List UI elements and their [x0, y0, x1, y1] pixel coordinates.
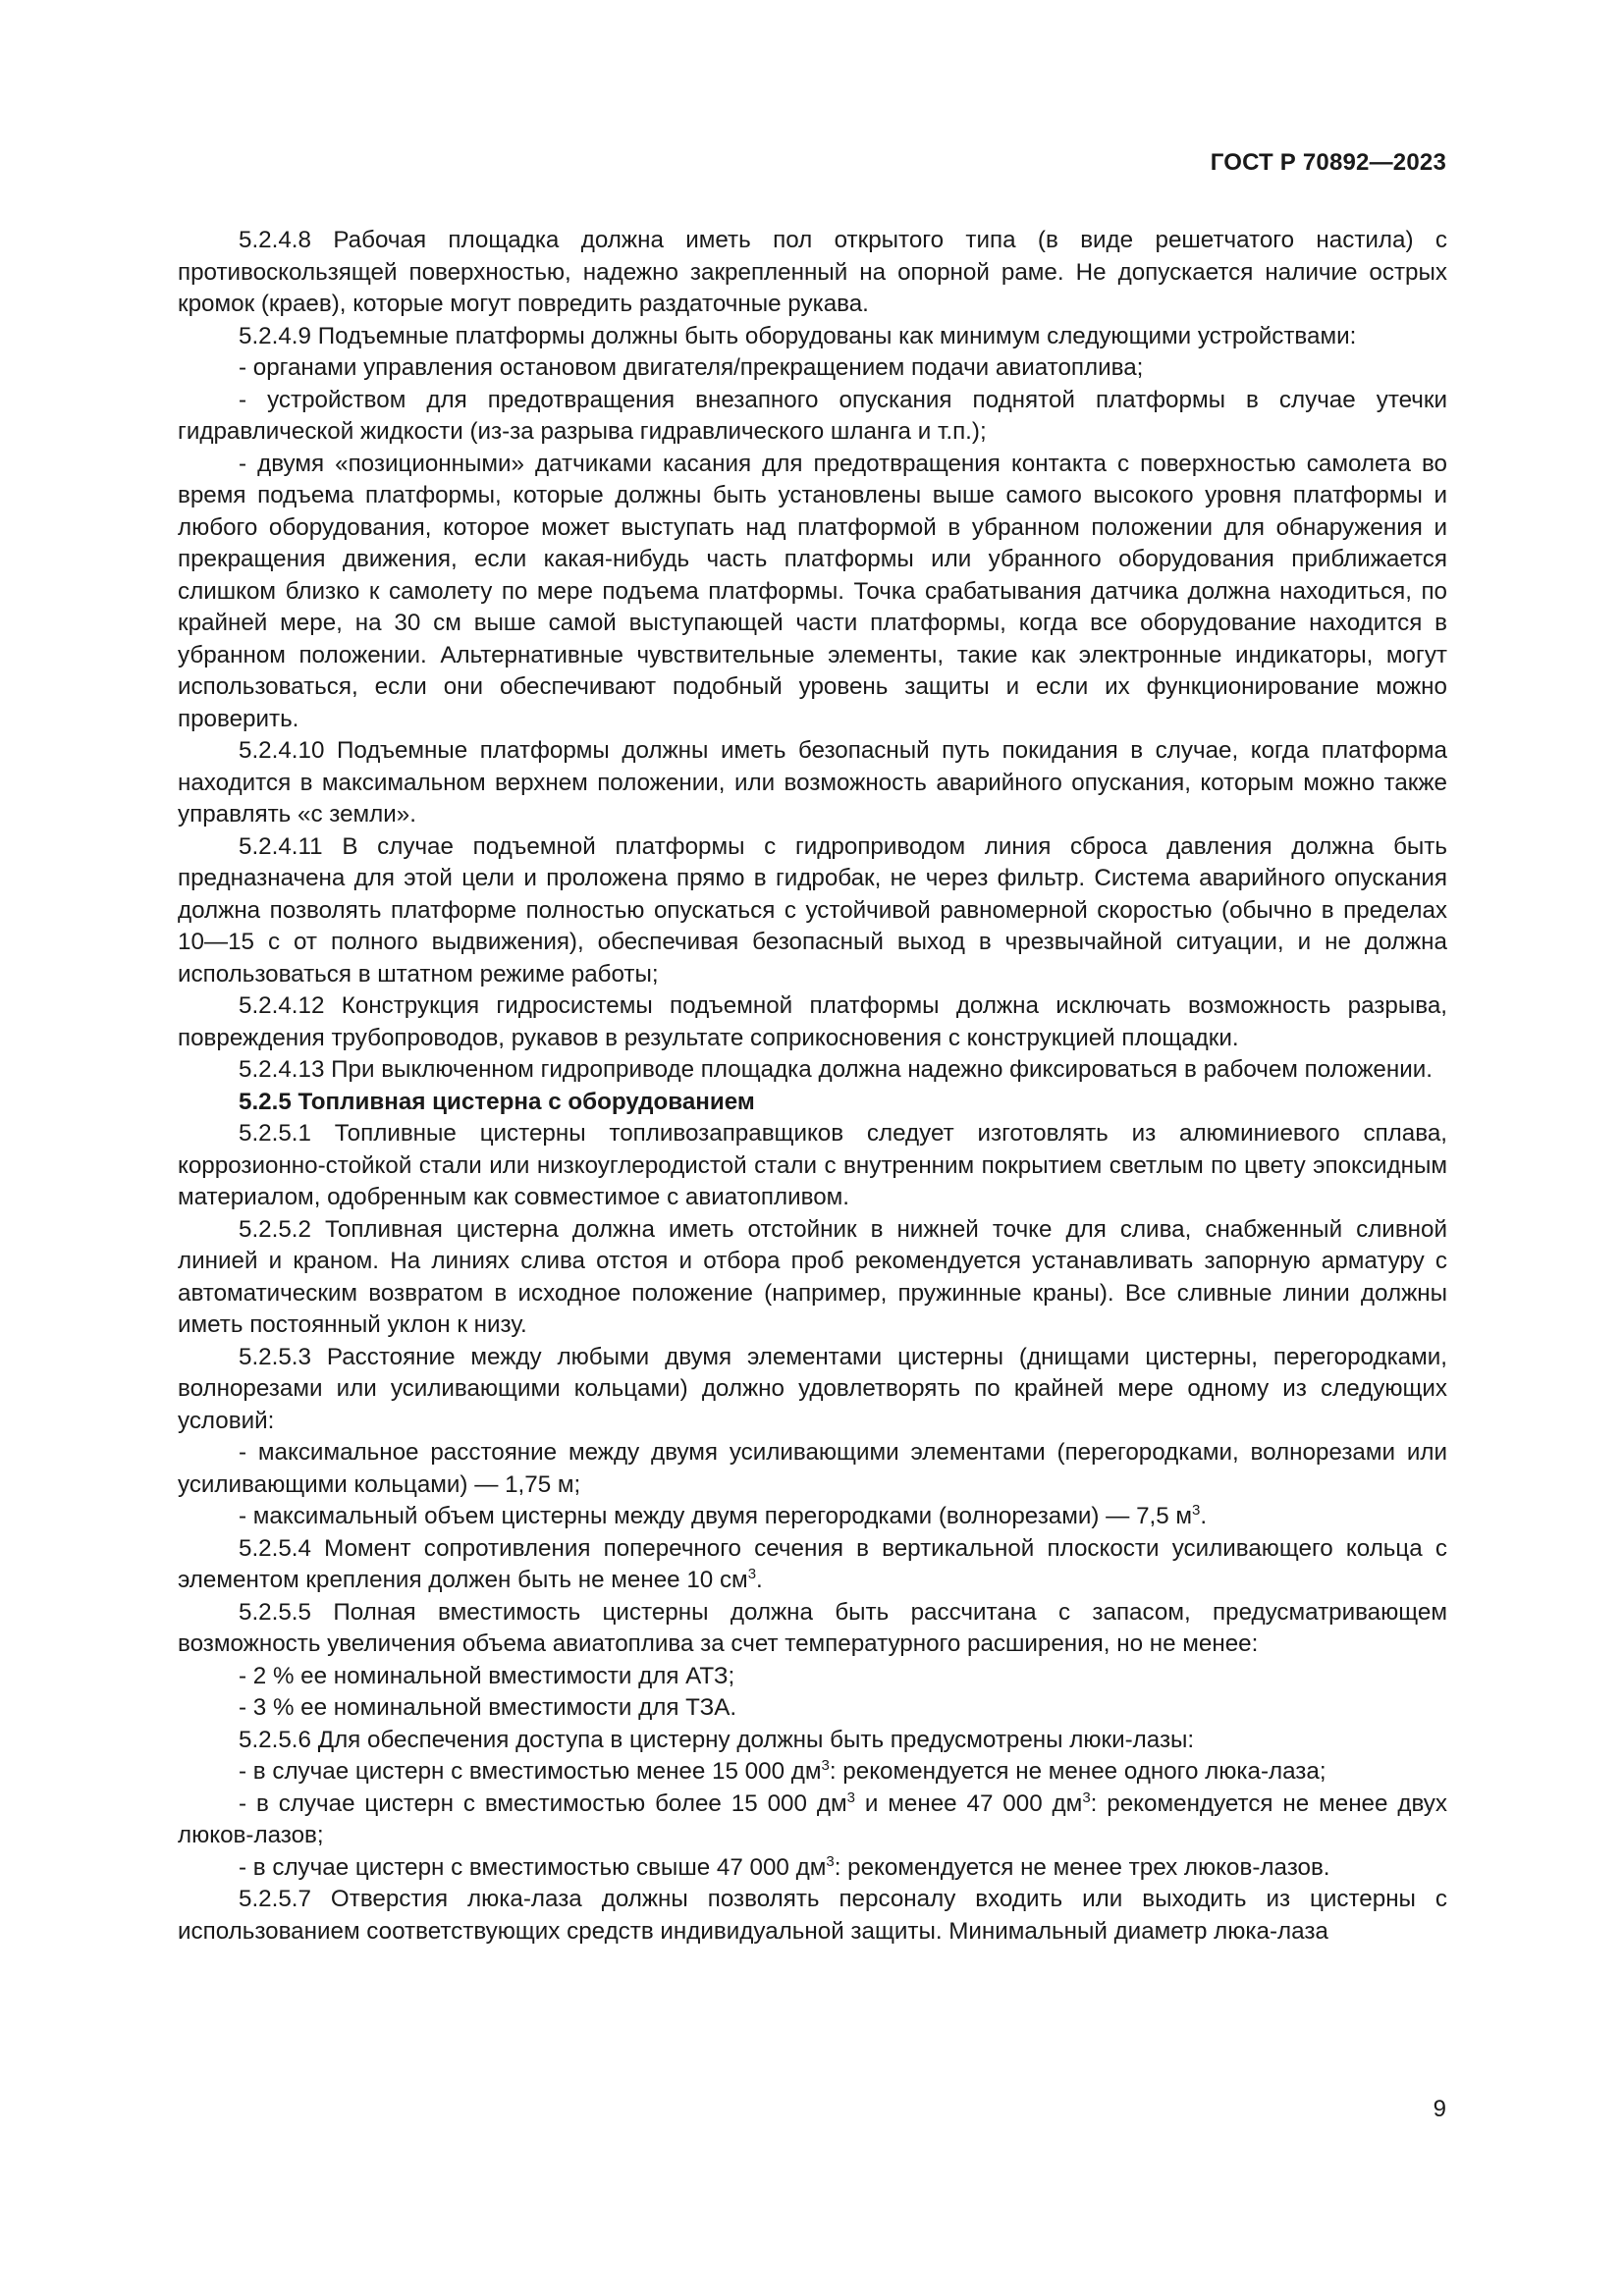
paragraph [178, 990, 1447, 1054]
paragraph [178, 1054, 1447, 1087]
paragraph-text: 5.2.5.2 Топливная цистерна должна иметь отстойник в нижней точке для слива, снабженный сливной линией и краном. На линиях слива отстоя и отбора проб рекомендуется устанавливать запорную арматуру с автоматическим возвратом в исходное положение (например, пружинные краны). Все сливные линии должны иметь постоянный уклон к низу. [178, 1215, 1447, 1338]
list-item [178, 1789, 1447, 1852]
paragraph [178, 1533, 1447, 1597]
paragraph [178, 225, 1447, 321]
superscript: 3 [747, 1566, 757, 1582]
paragraph [178, 321, 1447, 353]
paragraph-text: 5.2.5.1 Топливные цистерны топливозаправщиков следует изготовлять из алюминиевого сплава, коррозионно-стойкой стали или низкоуглеродистой стали с внутренним покрытием светлым по цвету эпоксидным материалом, одобренным как совместимое с авиатопливом. [178, 1120, 1447, 1210]
paragraph [178, 735, 1447, 831]
paragraph-text: - двумя «позиционными» датчиками касания для предотвращения контакта с поверхностью самолета во время подъема платформы, которые должны быть установлены выше самого высокого уровня платформы и любого оборудования, которое может выступать над платформой в убранном положении для обнаружения и прекращения движения, если какая-нибудь часть платформы или убранного оборудования приближается слишком близко к самолету по мере подъема платформы. Точка срабатывания датчика должна находиться, по крайней мере, на 30 см выше самой выступающей части платформы, когда все оборудование находится в убранном положении. Альтернативные чувствительные элементы, такие как электронные индикаторы, могут использоваться, если они обеспечивают подобный уровень защиты и если их функционирование можно проверить. [178, 450, 1447, 732]
paragraph-text: : рекомендуется не менее трех люков-лазов. [834, 1853, 1330, 1881]
paragraph-text: и менее 47 000 дм [854, 1789, 1083, 1817]
paragraph-text: 5.2.4.13 При выключенном гидроприводе площадка должна надежно фиксироваться в рабочем положении. [239, 1056, 1433, 1083]
paragraph-text: - 3 % ее номинальной вместимости для ТЗА. [239, 1694, 737, 1721]
paragraph [178, 1597, 1447, 1661]
list-item [178, 1501, 1447, 1533]
superscript: 3 [826, 1852, 835, 1870]
paragraph-text: : рекомендуется не менее одного люка-лаза; [829, 1758, 1326, 1785]
paragraph-text: - в случае цистерн с вместимостью более 15 000 дм [239, 1789, 847, 1817]
paragraph-text: - 2 % ее номинальной вместимости для АТЗ; [239, 1662, 735, 1689]
paragraph-text: 5.2.5 Топливная цистерна с оборудованием [239, 1088, 755, 1115]
paragraph-text: . [1200, 1503, 1208, 1529]
paragraph-text: 5.2.4.8 Рабочая площадка должна иметь пол открытого типа (в виде решетчатого настила) с противоскользящей поверхностью, надежно закрепленный на опорной раме. Не допускается наличие острых кромок (краев), которые могут повредить раздаточные рукава. [178, 227, 1447, 317]
paragraph-text: 5.2.5.7 Отверстия люка-лаза должны позволять персоналу входить или выходить из цистерны с использованием соответствующих средств индивидуальной защиты. Минимальный диаметр люка-лаза [178, 1886, 1447, 1945]
paragraph-text: - в случае цистерн с вместимостью менее 15 000 дм [239, 1758, 822, 1785]
paragraph [178, 1725, 1447, 1757]
list-item [178, 1692, 1447, 1725]
paragraph-text: 5.2.4.9 Подъемные платформы должны быть оборудованы как минимум следующими устройствами: [239, 322, 1357, 349]
document-code-header: ГОСТ Р 70892—2023 [1210, 149, 1446, 176]
paragraph-text: 5.2.4.11 В случае подъемной платформы с гидроприводом линия сброса давления должна быть предназначена для этой цели и проложена прямо в гидробак, не через фильтр. Система аварийного опускания должна позволять платформе полностью опускаться с устойчивой равномерной скоростью (обычно в пределах 10—15 с от полного выдвижения), обеспечивая безопасный выход в чрезвычайной ситуации, и не должна использоваться в штатном режиме работы; [178, 832, 1447, 988]
paragraph [178, 1342, 1447, 1438]
list-item [178, 1437, 1447, 1501]
paragraph-text: - в случае цистерн с вместимостью свыше 47 000 дм [239, 1853, 827, 1881]
paragraph-text: 5.2.4.10 Подъемные платформы должны иметь безопасный путь покидания в случае, когда платформа находится в максимальном верхнем положении, или возможность аварийного опускания, которым можно также управлять «с земли». [178, 737, 1447, 828]
superscript: 3 [1082, 1789, 1091, 1806]
document-body [178, 225, 1447, 1948]
paragraph-text: 5.2.5.4 Момент сопротивления поперечного сечения в вертикальной плоскости усиливающего кольца с элементом крепления должен быть не менее 10 см [178, 1534, 1447, 1593]
paragraph-text: 5.2.4.12 Конструкция гидросистемы подъемной платформы должна исключать возможность разрыва, повреждения трубопроводов, рукавов в результате соприкосновения с конструкцией площадки. [178, 992, 1447, 1051]
paragraph-text: - органами управления остановом двигателя/прекращением подачи авиатоплива; [239, 354, 1144, 381]
paragraph-text: 5.2.5.6 Для обеспечения доступа в цистерну должны быть предусмотрены люки-лазы: [239, 1726, 1195, 1753]
paragraph-text: - устройством для предотвращения внезапного опускания поднятой платформы в случае утечки гидравлической жидкости (из-за разрыва гидравлического шланга и т.п.); [178, 386, 1447, 445]
superscript: 3 [1192, 1502, 1201, 1519]
paragraph [178, 1118, 1447, 1214]
superscript: 3 [821, 1757, 830, 1774]
paragraph-text: 5.2.5.5 Полная вместимость цистерны должна быть рассчитана с запасом, предусматривающем возможность увеличения объема авиатоплива за счет температурного расширения, но не менее: [178, 1598, 1447, 1657]
paragraph [178, 1884, 1447, 1948]
list-item [178, 385, 1447, 449]
paragraph-text: - максимальный объем цистерны между двумя перегородками (волнорезами) — 7,5 м [239, 1503, 1193, 1529]
paragraph-text: . [756, 1567, 763, 1593]
superscript: 3 [846, 1789, 855, 1806]
list-item [178, 1661, 1447, 1693]
list-item [178, 449, 1447, 736]
paragraph-text: : рекомендуется не менее двух люков-лазов; [178, 1789, 1447, 1848]
list-item [178, 1852, 1447, 1885]
paragraph [178, 1214, 1447, 1342]
list-item [178, 1756, 1447, 1789]
section-heading [178, 1087, 1447, 1119]
paragraph-text: 5.2.5.3 Расстояние между любыми двумя элементами цистерны (днищами цистерны, перегородками, волнорезами или усиливающими кольцами) должно удовлетворять по крайней мере одному из следующих условий: [178, 1343, 1447, 1434]
paragraph-text: - максимальное расстояние между двумя усиливающими элементами (перегородками, волнорезами или усиливающими кольцами) — 1,75 м; [178, 1439, 1447, 1498]
page-number: 9 [1433, 2096, 1446, 2122]
paragraph [178, 831, 1447, 991]
list-item [178, 352, 1447, 385]
